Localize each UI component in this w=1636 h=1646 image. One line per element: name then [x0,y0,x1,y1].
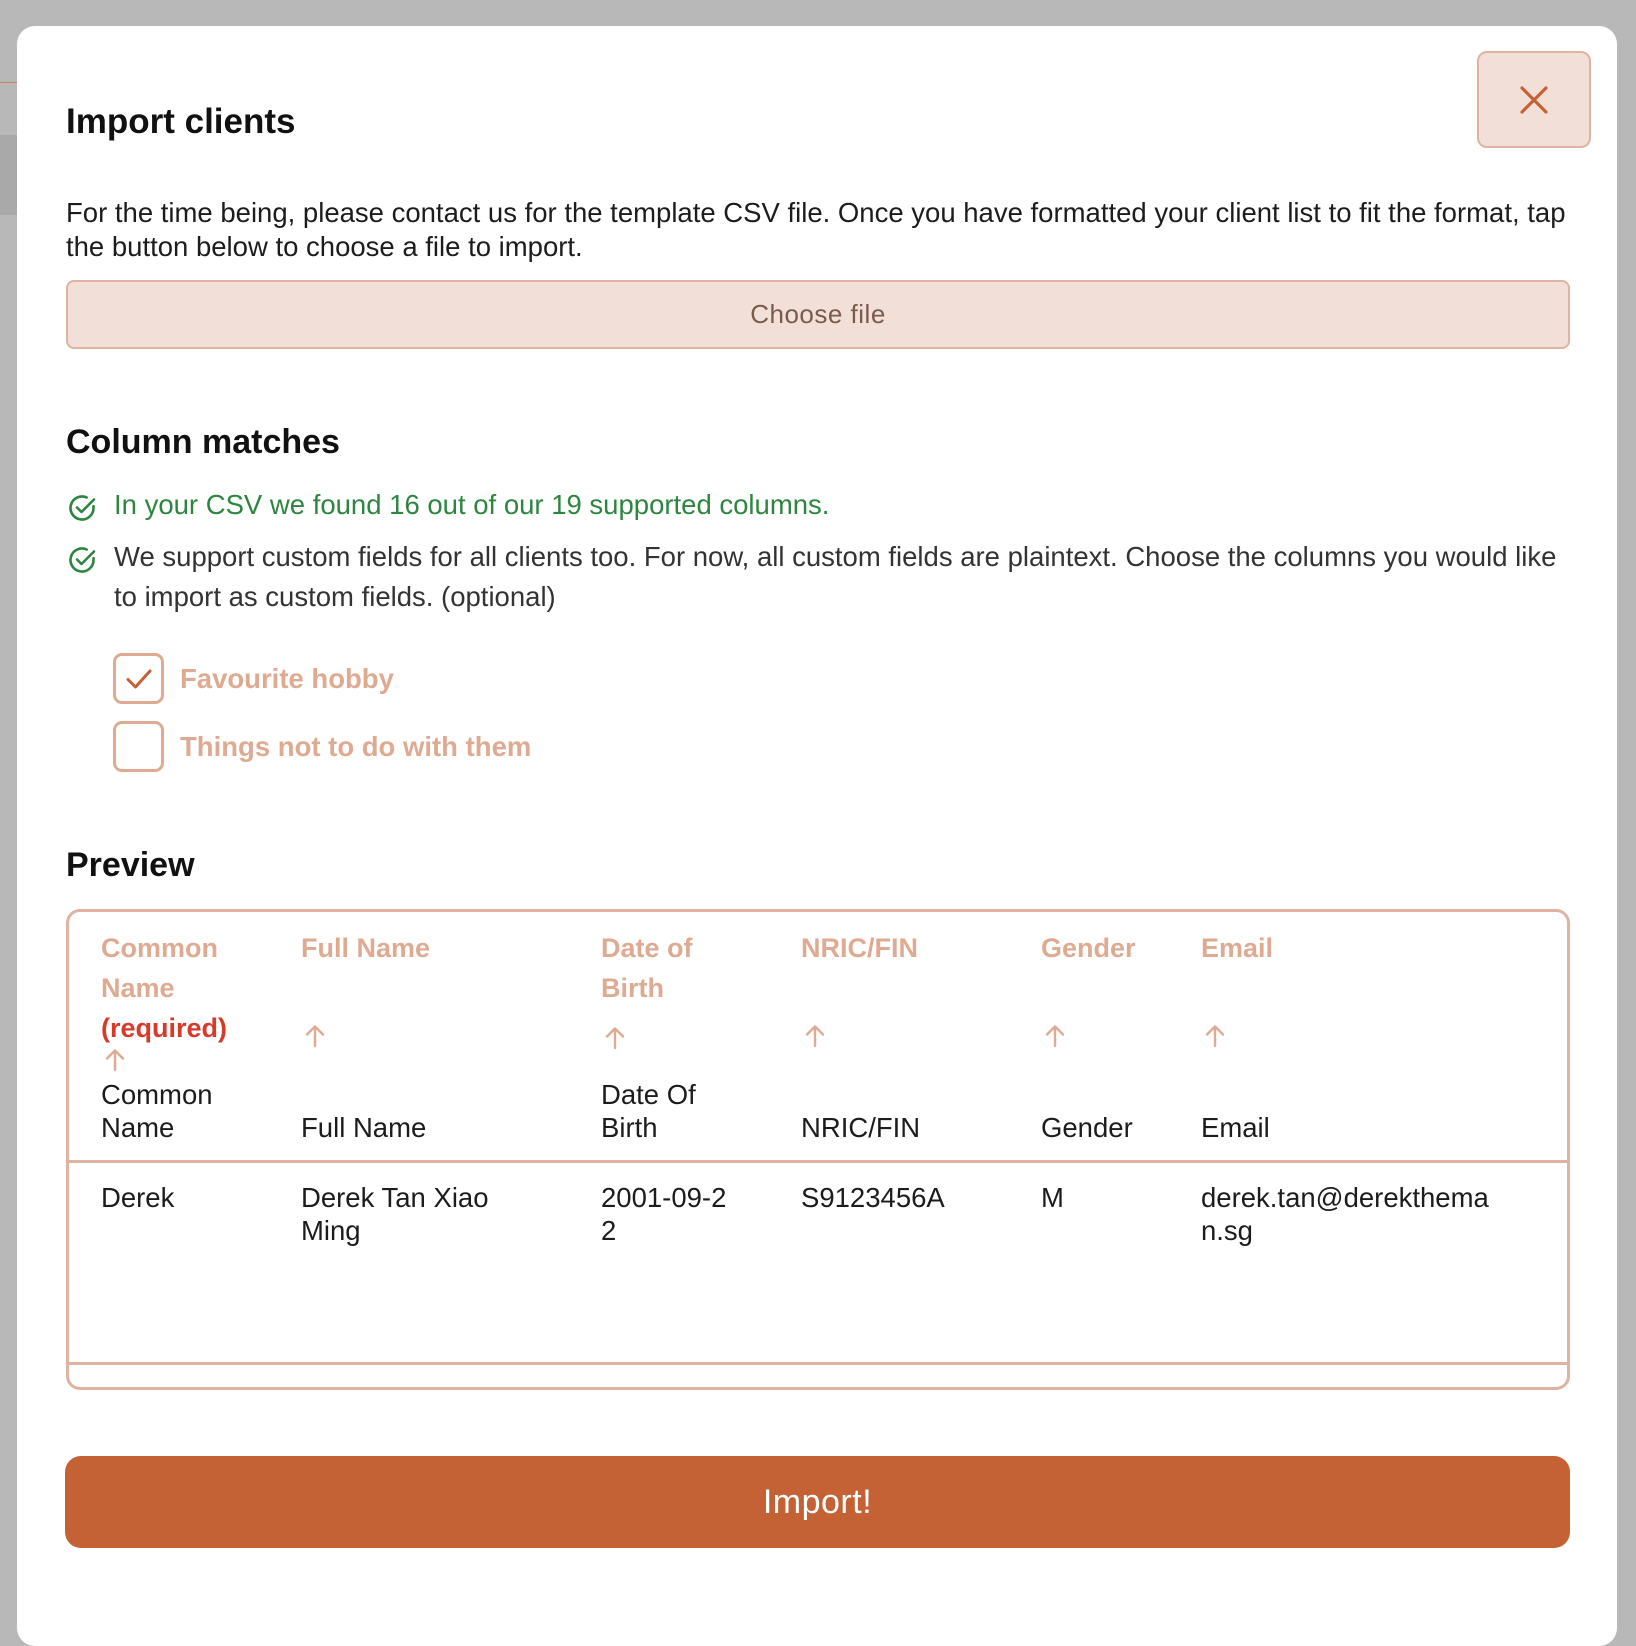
custom-fields-text: We support custom fields for all clients too. For now, all custom fields are plaintext. Choose the columns you would like to import as custom fields. (optional) [114,541,1557,612]
preview-table-container[interactable] [66,909,1570,1390]
table-cell: S9123456A [801,1182,945,1213]
preview-table [69,912,1567,1365]
column-label: Full Name [301,933,431,963]
csv-column-name: Email [1201,1112,1270,1143]
column-label: Date of Birth [601,933,693,1003]
modal-title: Import clients [66,102,296,141]
columns-found-text: In your CSV we found 16 out of our 19 supported columns. [114,489,830,520]
table-header-row [69,912,1567,1163]
custom-field-option[interactable] [113,721,531,772]
import-button[interactable]: Import! [65,1456,1570,1548]
arrow-up-icon [1041,1022,1069,1050]
preview-heading: Preview [66,846,195,884]
column-header [1041,912,1191,1160]
csv-column-name: Gender [1041,1112,1133,1143]
csv-column-name: NRIC/FIN [801,1112,921,1143]
csv-column-name: Full Name [301,1112,427,1143]
arrow-up-icon [601,1024,629,1052]
column-header [601,912,761,1160]
arrow-up-icon [301,1022,329,1050]
custom-fields-message [66,542,1586,617]
custom-field-label: Favourite hobby [180,662,394,694]
check-circle-icon [66,492,98,524]
columns-found-message [66,490,1586,525]
column-header [101,912,291,1160]
column-matches-heading: Column matches [66,423,340,461]
check-circle-icon [66,544,98,576]
column-header [301,912,571,1160]
column-label: Gender [1041,933,1136,963]
required-tag: (required) [101,1013,228,1043]
arrow-up-icon [801,1022,829,1050]
custom-field-option[interactable] [113,653,394,704]
csv-column-name: Common Name [101,1079,213,1143]
import-clients-modal [17,26,1617,1646]
table-cell: 2001-09-22 [601,1182,727,1246]
column-label: Email [1201,933,1274,963]
column-header [801,912,1021,1160]
close-button[interactable] [1477,51,1591,148]
custom-field-label: Things not to do with them [180,730,532,762]
column-label: NRIC/FIN [801,933,918,963]
column-label: Common Name [101,933,218,1003]
checkmark-icon [124,664,154,694]
table-cell: Derek [101,1182,175,1213]
choose-file-button[interactable]: Choose file [66,280,1570,349]
column-header [1201,912,1531,1160]
custom-field-checkbox[interactable] [113,653,164,704]
custom-field-checkbox[interactable] [113,721,164,772]
csv-column-name: Date Of Birth [601,1079,696,1143]
arrow-up-icon [101,1046,129,1074]
close-icon [1518,84,1550,116]
table-cell: M [1041,1182,1064,1213]
table-cell: derek.tan@derekthema n.sg [1201,1182,1489,1246]
arrow-up-icon [1201,1022,1229,1050]
table-cell: Derek Tan Xiao Ming [301,1182,489,1246]
intro-text: For the time being, please contact us for the template CSV file. Once you have formatted your client list to fit the format, tap the button below to choose a file to import. [66,197,1566,262]
table-row [69,1163,1567,1365]
